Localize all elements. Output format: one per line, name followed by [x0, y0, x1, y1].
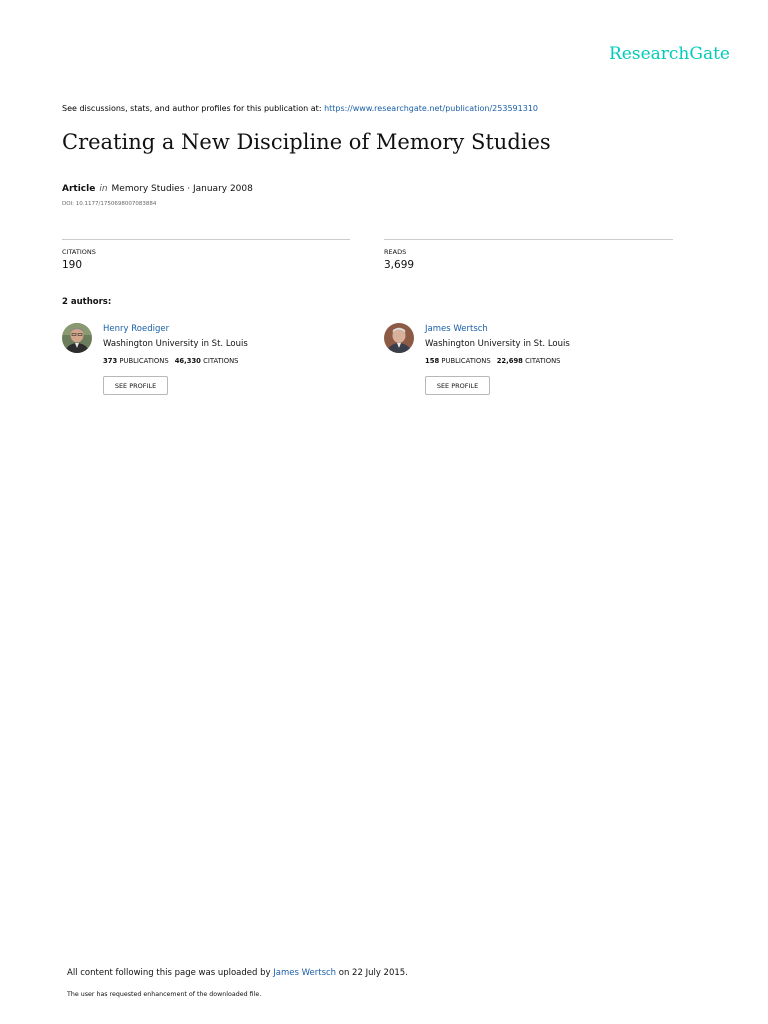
author-counts — [103, 357, 239, 365]
citations-count: 22,698 — [496, 357, 523, 365]
publications-count: 373 — [103, 357, 118, 365]
citations-count-label: CITATIONS — [525, 357, 561, 365]
see-discussions-text: See discussions, stats, and author profiles for this publication at: — [62, 104, 325, 113]
upload-suffix: on 22 July 2015. — [336, 968, 408, 978]
author-affiliation: Washington University in St. Louis — [425, 339, 570, 349]
doi: DOI: 10.1177/1750698007083884 — [62, 201, 157, 207]
citations-value: 190 — [62, 259, 83, 271]
uploader-link[interactable]: James Wertsch — [273, 968, 337, 978]
publications-label: PUBLICATIONS — [119, 357, 169, 365]
authors-heading: 2 authors: — [62, 297, 112, 307]
upload-prefix: All content following this page was uploaded by — [67, 968, 274, 978]
publications-label: PUBLICATIONS — [441, 357, 491, 365]
see-profile-button[interactable]: SEE PROFILE — [103, 376, 168, 395]
see-profile-button[interactable]: SEE PROFILE — [425, 376, 490, 395]
citations-label: CITATIONS — [62, 248, 96, 256]
author-name-link[interactable]: James Wertsch — [425, 324, 488, 334]
journal-date: Memory Studies · January 2008 — [111, 184, 253, 194]
author-name-link[interactable]: Henry Roediger — [103, 324, 170, 334]
author-counts — [425, 357, 561, 365]
see-discussions-line — [62, 104, 538, 113]
reads-divider — [384, 239, 673, 240]
citations-count: 46,330 — [174, 357, 201, 365]
publication-kind: Article — [62, 184, 96, 194]
publication-url-link[interactable]: https://www.researchgate.net/publication/253591310 — [324, 104, 538, 113]
researchgate-logo: ResearchGate — [609, 44, 730, 64]
publication-meta — [62, 184, 253, 194]
publication-title: Creating a New Discipline of Memory Studies — [62, 130, 551, 154]
citations-divider — [62, 239, 350, 240]
author-avatar[interactable] — [384, 323, 414, 353]
citations-count-label: CITATIONS — [203, 357, 239, 365]
in-word: in — [99, 184, 108, 194]
upload-note — [67, 968, 408, 978]
author-affiliation: Washington University in St. Louis — [103, 339, 248, 349]
publications-count: 158 — [425, 357, 440, 365]
reads-label: READS — [384, 248, 407, 256]
reads-value: 3,699 — [384, 259, 415, 271]
enhancement-note: The user has requested enhancement of the downloaded file. — [67, 991, 262, 998]
author-avatar[interactable] — [62, 323, 92, 353]
